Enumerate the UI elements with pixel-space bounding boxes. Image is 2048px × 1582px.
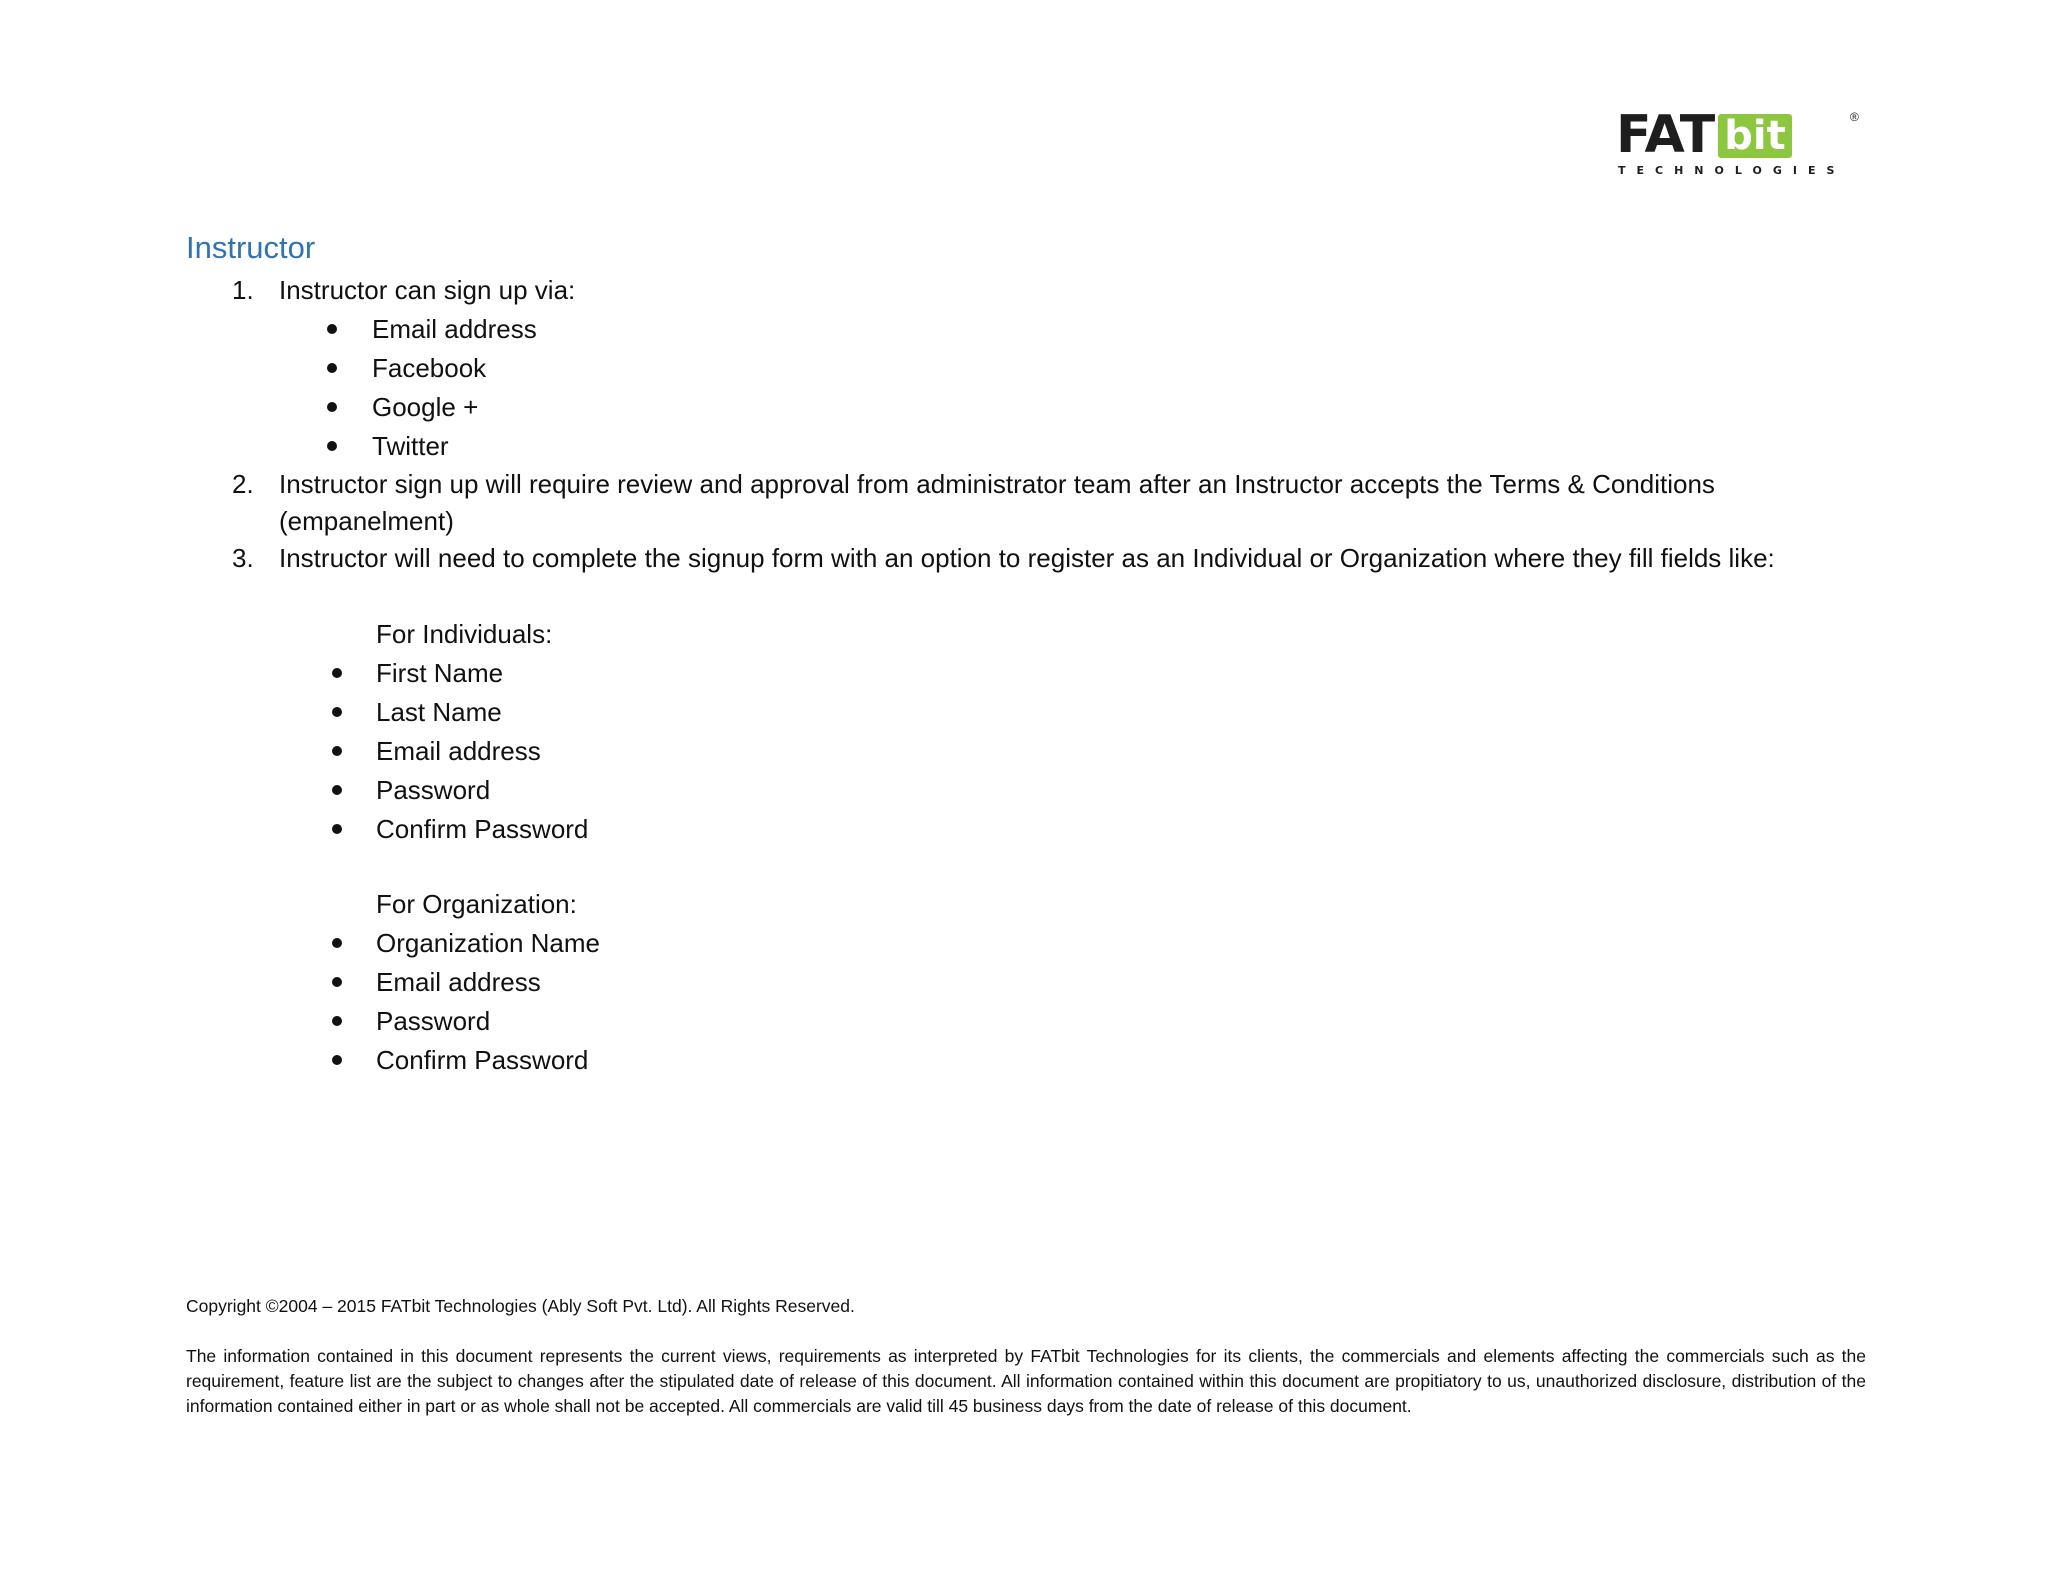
individual-field: Confirm Password bbox=[376, 814, 589, 844]
bullet-icon bbox=[327, 441, 337, 451]
signup-option: Facebook bbox=[372, 353, 487, 383]
bullet-icon bbox=[327, 324, 337, 334]
individual-field: Password bbox=[376, 775, 491, 805]
organization-field: Email address bbox=[376, 967, 541, 997]
bullet-icon bbox=[332, 746, 342, 756]
list-number: 3. bbox=[232, 543, 254, 573]
logo-brand-accent: bit bbox=[1718, 114, 1791, 158]
individual-field: Email address bbox=[376, 736, 541, 766]
bullet-icon bbox=[327, 363, 337, 373]
logo-wordmark bbox=[1616, 105, 1792, 165]
bullet-icon bbox=[332, 1055, 342, 1065]
bullet-icon bbox=[332, 785, 342, 795]
bullet-icon bbox=[327, 402, 337, 412]
bullet-icon bbox=[332, 824, 342, 834]
individual-field: Last Name bbox=[376, 697, 502, 727]
list-number: 1. bbox=[232, 275, 254, 305]
bullet-icon bbox=[332, 668, 342, 678]
organization-label: For Organization: bbox=[376, 889, 577, 919]
individuals-label: For Individuals: bbox=[376, 619, 553, 649]
signup-option: Google + bbox=[372, 392, 479, 422]
copyright-notice: Copyright ©2004 – 2015 FATbit Technologies (Ably Soft Pvt. Ltd). All Rights Reserved. bbox=[186, 1296, 855, 1316]
organization-field: Organization Name bbox=[376, 928, 600, 958]
list-item-text: Instructor can sign up via: bbox=[279, 275, 576, 305]
signup-option: Email address bbox=[372, 314, 537, 344]
list-item-text-continued: (empanelment) bbox=[279, 506, 454, 536]
bullet-icon bbox=[332, 707, 342, 717]
company-logo bbox=[1616, 105, 1866, 178]
section-heading: Instructor bbox=[186, 230, 316, 265]
organization-field: Password bbox=[376, 1006, 491, 1036]
logo-tagline: TECHNOLOGIES bbox=[1618, 164, 1846, 177]
bullet-icon bbox=[332, 977, 342, 987]
individual-field: First Name bbox=[376, 658, 504, 688]
registered-mark: ® bbox=[1850, 110, 1859, 124]
bullet-icon bbox=[332, 1016, 342, 1026]
bullet-icon bbox=[332, 938, 342, 948]
logo-brand-main: FAT bbox=[1616, 105, 1715, 165]
list-item-text: Instructor will need to complete the signup form with an option to register as an Individual or Organization where they fill fields like: bbox=[279, 543, 1775, 573]
list-item-text: Instructor sign up will require review and approval from administrator team after an Instructor accepts the Terms & Conditions bbox=[279, 469, 1715, 499]
signup-option: Twitter bbox=[372, 431, 449, 461]
disclaimer-text: The information contained in this document represents the current views, requirements as interpreted by FATbit Technologies for its clients, the commercials and elements affecting the commercials such as the requirement, feature list are the subject to changes after the stipulated date of release of this document. All information contained within this document are propitiatory to us, unauthorized disclosure, distribution of the information contained either in part or as whole shall not be accepted. All commercials are valid till 45 business days from the date of release of this document. bbox=[186, 1346, 1866, 1416]
organization-field: Confirm Password bbox=[376, 1045, 589, 1075]
list-number: 2. bbox=[232, 469, 254, 499]
